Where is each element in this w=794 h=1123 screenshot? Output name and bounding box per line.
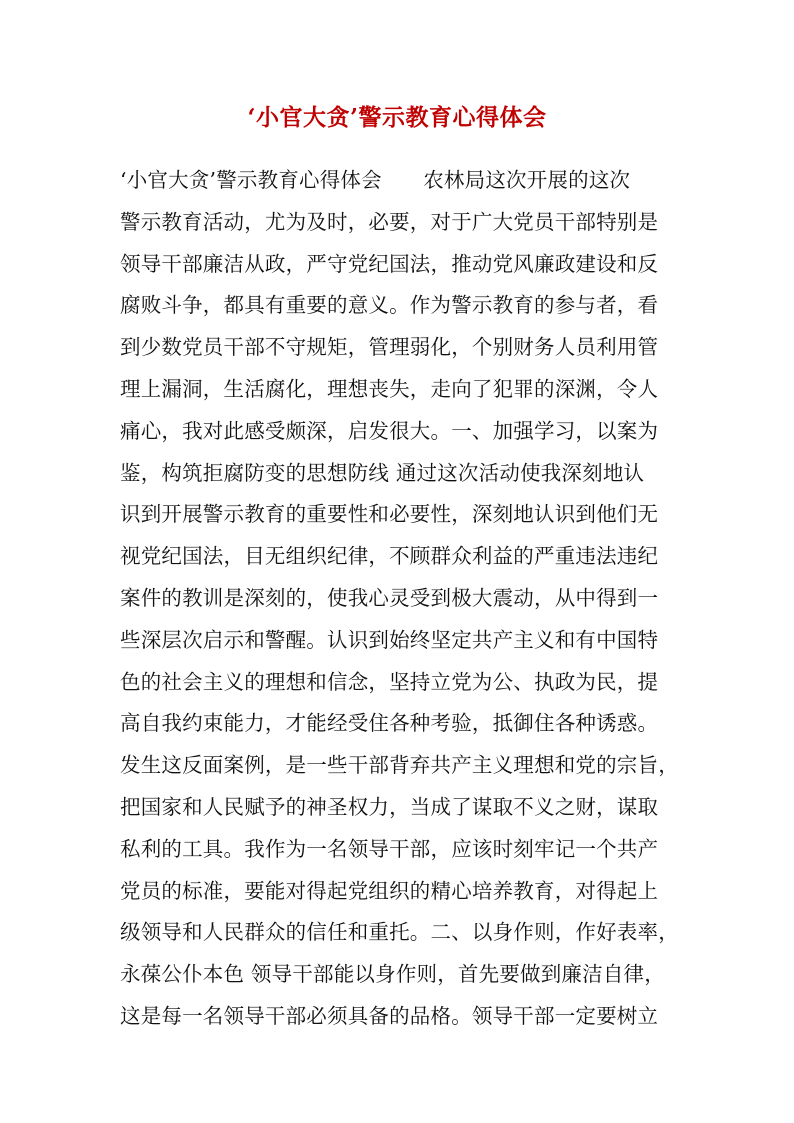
body-line: 警示教育活动，尤为及时，必要，对于广大党员干部特别是 [120, 209, 659, 234]
body-line: 私利的工具。我作为一名领导干部，应该时刻牢记一个共产 [120, 836, 659, 861]
body-line: 这是每一名领导干部必须具备的品格。领导干部一定要树立 [120, 1003, 659, 1028]
body-line: 视党纪国法，目无组织纪律，不顾群众利益的严重违法违纪 [120, 544, 659, 569]
body-line: ‘小官大贪’警示教育心得体会 农林局这次开展的这次 [120, 168, 631, 192]
body-line: 案件的教训是深刻的，使我心灵受到极大震动，从中得到一 [120, 585, 659, 610]
body-line: 高自我约束能力，才能经受住各种考验，抵御住各种诱惑。 [120, 711, 659, 736]
body-line: 理上漏洞，生活腐化，理想丧失，走向了犯罪的深渊，令人 [120, 376, 659, 401]
body-line: 永葆公仆本色 领导干部能以身作则，首先要做到廉洁自律， [120, 962, 665, 987]
body-line: 些深层次启示和警醒。认识到始终坚定共产主义和有中国特 [120, 627, 659, 652]
body-line: 到少数党员干部不守规矩，管理弱化，个别财务人员利用管 [120, 335, 659, 360]
body-line: 识到开展警示教育的重要性和必要性，深刻地认识到他们无 [120, 502, 659, 527]
body-line: 党员的标准，要能对得起党组织的精心培养教育，对得起上 [120, 878, 659, 903]
body-line: 领导干部廉洁从政，严守党纪国法，推动党风廉政建设和反 [120, 251, 659, 276]
document-title: ‘小官大贪’警示教育心得体会 [247, 104, 547, 131]
body-line: 级领导和人民群众的信任和重托。二、以身作则，作好表率， [120, 920, 679, 945]
body-line: 把国家和人民赋予的神圣权力，当成了谋取不义之财，谋取 [120, 794, 659, 819]
body-line: 色的社会主义的理想和信念，坚持立党为公、执政为民，提 [120, 669, 659, 694]
body-line: 痛心，我对此感受颇深，启发很大。一、加强学习，以案为 [120, 418, 659, 443]
document-body [120, 160, 680, 1038]
body-line: 腐败斗争，都具有重要的意义。作为警示教育的参与者，看 [120, 293, 659, 318]
body-line: 鉴，构筑拒腐防变的思想防线 通过这次活动使我深刻地认 [120, 460, 645, 485]
body-line: 发生这反面案例，是一些干部背弃共产主义理想和党的宗旨， [120, 753, 679, 778]
